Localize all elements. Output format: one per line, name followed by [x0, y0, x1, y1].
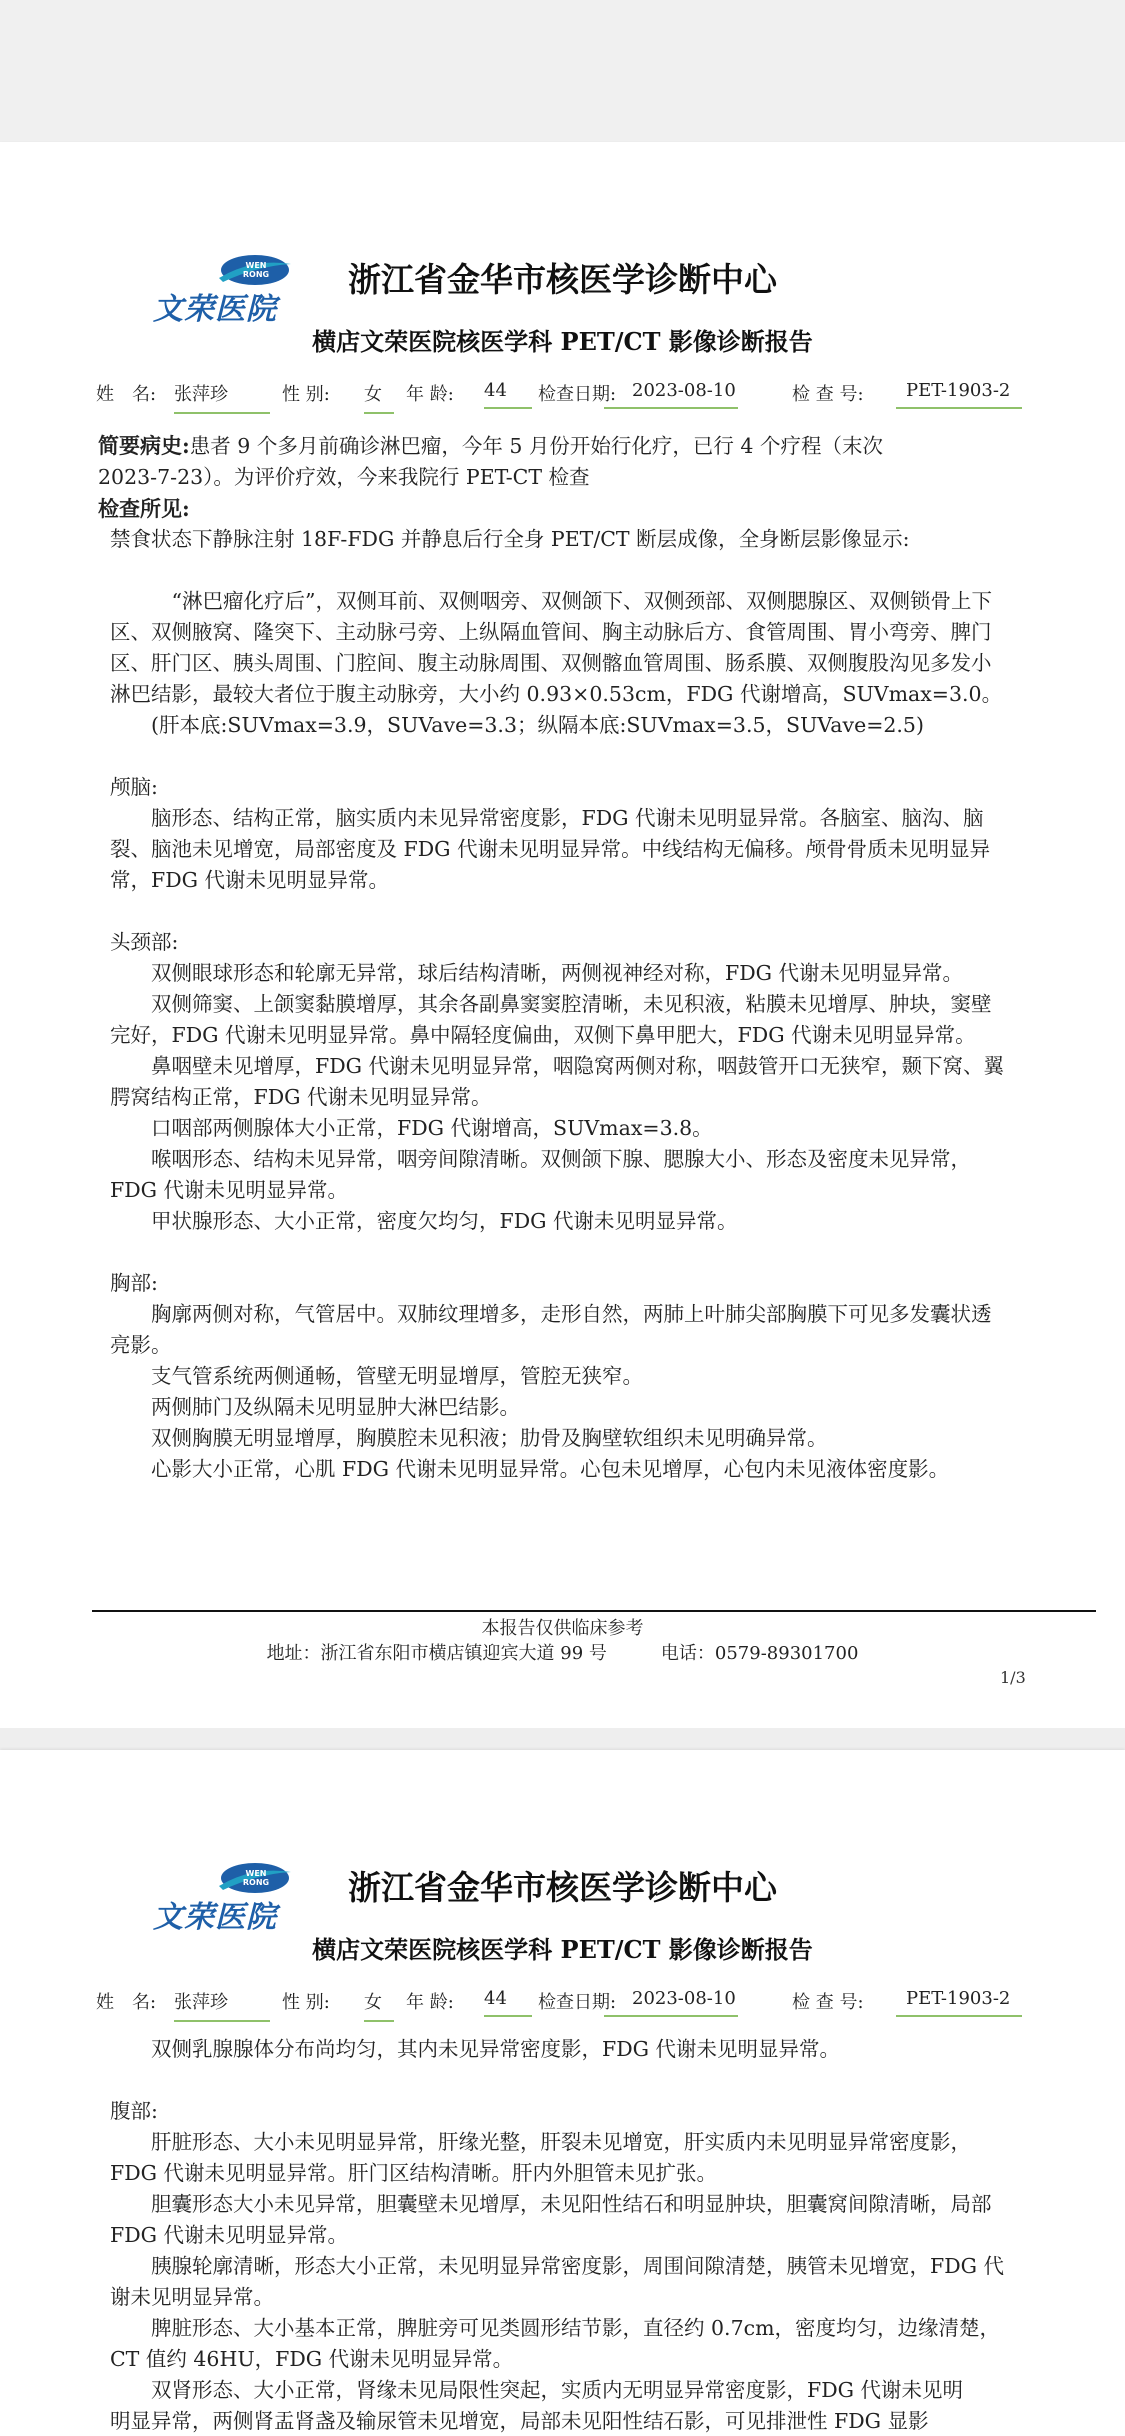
abdomen-findings-3: 胰腺轮廓清晰，形态大小正常，未见明显异常密度影，周围间隙清楚，胰管未见增宽，FDG 代谢未见明显异常。	[110, 2254, 1005, 2309]
headneck-label: 头颈部:	[110, 930, 179, 954]
headneck-findings-3: 鼻咽壁未见增厚，FDG 代谢未见明显异常，咽隐窝两侧对称，咽鼓管开口无狭窄，颞下窝、翼腭窝结构正常，FDG 代谢未见明显异常。	[110, 1054, 1005, 1109]
report-body-page-2	[110, 2034, 1010, 2436]
sex-label: 性 别:	[282, 1992, 330, 2013]
svg-text:RONG: RONG	[242, 270, 270, 279]
abdomen-findings-6: 明显异常，两侧肾盂肾盏及输尿管未见增宽，局部未见阳性结石影，可见排泄性 FDG 显影	[110, 2409, 929, 2433]
chest-findings-3: 两侧肺门及纵隔未见明显肿大淋巴结影。	[151, 1395, 520, 1419]
svg-text:WEN: WEN	[245, 1869, 267, 1878]
logo-text: 文荣医院	[153, 1900, 277, 1935]
id-label: 检 查 号:	[792, 384, 864, 405]
chest-findings-1: 胸廓两侧对称，气管居中。双肺纹理增多，走形自然，两肺上叶肺尖部胸膜下可见多发囊状透亮影。	[110, 1302, 992, 1357]
report-page-2	[0, 1750, 1125, 2436]
report-page-1	[0, 142, 1125, 1728]
chest-findings-4: 双侧胸膜无明显增厚，胸膜腔未见积液；肋骨及胸壁软组织未见明确异常。	[151, 1426, 828, 1450]
headneck-findings-4: 口咽部两侧腺体大小正常，FDG 代谢增高，SUVmax=3.8。	[151, 1116, 713, 1140]
page-subtitle: 横店文荣医院核医学科 PET/CT 影像诊断报告	[312, 327, 813, 356]
page-title-2: 浙江省金华市核医学诊断中心	[348, 1868, 777, 1907]
page-separator	[0, 1728, 1125, 1750]
page-title: 浙江省金华市核医学诊断中心	[348, 260, 777, 299]
findings-intro: 禁食状态下静脉注射 18F-FDG 并静息后行全身 PET/CT 断层成像，全身断层影像显示:	[110, 527, 910, 551]
footer-divider	[92, 1610, 1096, 1612]
patient-age: 44	[484, 1988, 532, 2017]
abdomen-findings-1: 肝脏形态、大小未见明显异常，肝缘光整，肝裂未见增宽，肝实质内未见明显异常密度影，FDG 代谢未见明显异常。肝门区结构清晰。肝内外胆管未见扩张。	[110, 2130, 971, 2185]
baseline-values: (肝本底:SUVmax=3.9，SUVave=3.3；纵隔本底:SUVmax=3.5，SUVave=2.5)	[151, 713, 924, 737]
lymphoma-findings: “淋巴瘤化疗后”，双侧耳前、双侧咽旁、双侧颌下、双侧颈部、双侧腮腺区、双侧锁骨上下区、双侧腋窝、隆突下、主动脉弓旁、上纵隔血管间、胸主动脉后方、食管周围、胃小弯旁、脾门区、肝门区、胰头周围、门腔间、腹主动脉周围、双侧髂血管周围、肠系膜、双侧腹股沟见多发小淋巴结影，最较大者位于腹主动脉旁，大小约 0.93×0.53cm，FDG 代谢增高，SUVmax=3.0。	[110, 589, 1003, 706]
age-label: 年 龄:	[406, 384, 454, 405]
exam-date: 2023-08-10	[604, 1988, 738, 2017]
exam-id: PET-1903-2	[896, 1988, 1022, 2017]
headneck-findings-1: 双侧眼球形态和轮廓无异常，球后结构清晰，两侧视神经对称，FDG 代谢未见明显异常。	[151, 961, 964, 985]
patient-sex: 女	[364, 380, 394, 414]
exam-date: 2023-08-10	[604, 380, 738, 409]
patient-info-row	[96, 380, 1056, 414]
abdomen-findings-5: 双肾形态、大小正常，肾缘未见局限性突起，实质内无明显异常密度影，FDG 代谢未见明	[151, 2378, 964, 2402]
top-background	[0, 0, 1125, 142]
name-label: 姓 名:	[96, 1992, 157, 2013]
id-label: 检 查 号:	[792, 1992, 864, 2013]
chest-findings-2: 支气管系统两侧通畅，管壁无明显增厚，管腔无狭窄。	[151, 1364, 643, 1388]
findings-label: 检查所见:	[98, 496, 190, 521]
headneck-findings-5: 喉咽形态、结构未见异常，咽旁间隙清晰。双侧颌下腺、腮腺大小、形态及密度未见异常，FDG 代谢未见明显异常。	[110, 1147, 971, 1202]
headneck-findings-2: 双侧筛窦、上颌窦黏膜增厚，其余各副鼻窦窦腔清晰，未见积液，粘膜未见增厚、肿块，窦壁完好，FDG 代谢未见明显异常。鼻中隔轻度偏曲，双侧下鼻甲肥大，FDG 代谢未见明显异常。	[110, 992, 992, 1047]
footer-note: 本报告仅供临床参考	[481, 1618, 644, 1639]
headneck-findings-6: 甲状腺形态、大小正常，密度欠均匀，FDG 代谢未见明显异常。	[151, 1209, 738, 1233]
abdomen-label: 腹部:	[110, 2099, 158, 2123]
patient-name: 张萍珍	[174, 380, 270, 414]
name-label: 姓 名:	[96, 384, 157, 405]
patient-name: 张萍珍	[174, 1988, 270, 2022]
page-number: 1/3	[1000, 1668, 1026, 1687]
abdomen-findings-4: 脾脏形态、大小基本正常，脾脏旁可见类圆形结节影，直径约 0.7cm，密度均匀，边缘清楚，CT 值约 46HU，FDG 代谢未见明显异常。	[110, 2316, 1001, 2371]
breast-findings: 双侧乳腺腺体分布尚均匀，其内未见异常密度影，FDG 代谢未见明显异常。	[151, 2037, 841, 2061]
svg-text:RONG: RONG	[242, 1878, 270, 1887]
patient-age: 44	[484, 380, 532, 409]
sex-label: 性 别:	[282, 384, 330, 405]
brain-label: 颅脑:	[110, 775, 158, 799]
date-label: 检查日期:	[538, 1992, 617, 2013]
report-body-page-1	[98, 430, 1010, 1485]
exam-id: PET-1903-2	[896, 380, 1022, 409]
page-subtitle-2: 横店文荣医院核医学科 PET/CT 影像诊断报告	[312, 1935, 813, 1964]
svg-text:WEN: WEN	[245, 261, 267, 270]
date-label: 检查日期:	[538, 384, 617, 405]
history-label: 简要病史:	[98, 433, 190, 458]
age-label: 年 龄:	[406, 1992, 454, 2013]
chest-findings-5: 心影大小正常，心肌 FDG 代谢未见明显异常。心包未见增厚，心包内未见液体密度影。	[151, 1457, 950, 1481]
logo-text: 文荣医院	[153, 292, 277, 327]
history-line-1: 简要病史:患者 9 个多月前确诊淋巴瘤，今年 5 月份开始行化疗，已行 4 个疗程（末次	[98, 433, 883, 458]
chest-label: 胸部:	[110, 1271, 158, 1295]
abdomen-findings-2: 胆囊形态大小未见异常，胆囊壁未见增厚，未见阳性结石和明显肿块，胆囊窝间隙清晰，局部 FDG 代谢未见明显异常。	[110, 2192, 992, 2247]
history-line-2: 2023-7-23）。为评价疗效，今来我院行 PET-CT 检查	[98, 465, 590, 489]
patient-info-row-2	[96, 1988, 1056, 2022]
footer-address: 地址：浙江省东阳市横店镇迎宾大道 99 号 电话：0579-89301700	[266, 1643, 859, 1664]
patient-sex: 女	[364, 1988, 394, 2022]
brain-findings: 脑形态、结构正常，脑实质内未见异常密度影，FDG 代谢未见明显异常。各脑室、脑沟、脑裂、脑池未见增宽，局部密度及 FDG 代谢未见明显异常。中线结构无偏移。颅骨骨质未见明显异常，FDG 代谢未见明显异常。	[110, 806, 991, 892]
